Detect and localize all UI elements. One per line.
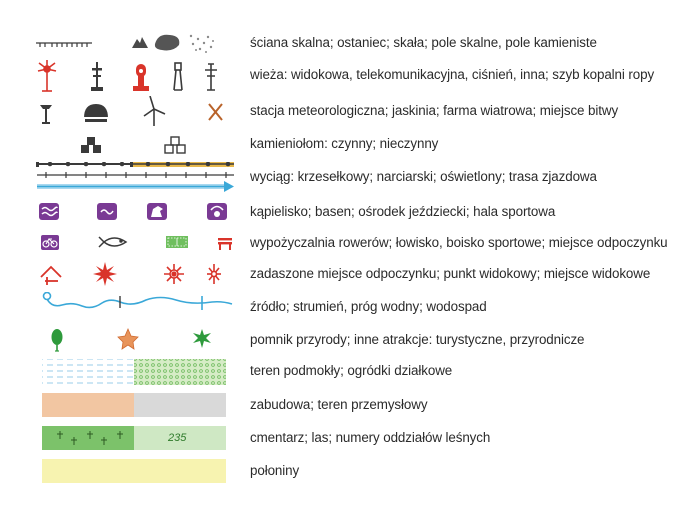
telecom-tower-icon [91,62,103,91]
legend-label: zabudowa; teren przemysłowy [250,397,428,412]
bathing-area-icon [39,203,59,220]
legend-label: źródło; strumień, próg wodny; wodospad [250,299,487,314]
attraction-symbols [36,325,234,355]
scenic-place-icon [164,264,184,284]
legend-row-viewpoints [0,259,700,289]
legend-row-wetland [0,356,700,386]
allotment-gardens-swatch [134,359,226,385]
rock-icon [155,35,179,51]
scenic-spot-icon [207,264,221,284]
rock-symbols [36,28,234,58]
legend-label: kąpielisko; basen; ośrodek jeździecki; hala sportowa [250,204,556,219]
stream-icon [47,298,232,308]
legend-row-built-up [0,390,700,420]
weather-station-icon [40,105,52,124]
area-symbols [36,456,234,486]
natural-monument-icon [52,329,63,351]
legend-row-lifts [0,162,700,192]
bike-rental-icon [41,235,59,250]
tourist-attraction-icon [118,329,138,349]
cave-icon [83,104,109,122]
area-symbols [36,356,234,386]
active-quarry-icon [81,137,101,153]
chairlift-icon [36,162,130,167]
legend-label: zadaszone miejsce odpoczynku; punkt widokowy; miejsce widokowe [250,266,651,281]
water-symbols [36,292,234,322]
ski-lift-icon [37,172,234,178]
sports-field-icon [166,236,188,248]
nature-attraction-icon [193,329,211,348]
fishing-spot-icon [99,237,126,247]
quarry-symbols [36,129,234,159]
covered-rest-place-icon [41,267,61,285]
area-symbols [36,423,234,453]
station-symbols [36,96,234,126]
legend-label: wieża: widokowa, telekomunikacyjna, ciśnień, inna; szyb kopalni ropy [250,67,655,82]
legend-label: ściana skalna; ostaniec; skała; pole skalne, pole kamieniste [250,35,597,50]
legend-label: teren podmokły; ogródki działkowe [250,363,453,378]
recreation-symbols [36,197,234,227]
spring-icon [44,293,51,300]
wetland-area-swatch [42,359,134,385]
amenity-symbols [36,228,234,258]
battlefield-icon [209,104,222,120]
rest-place-icon [218,238,232,250]
industrial-area-swatch [134,393,226,417]
legend-label: stacja meteorologiczna; jaskinia; farma wiatrowa; miejsce bitwy [250,103,619,118]
wind-farm-icon [144,96,165,126]
polonina-swatch [42,459,226,483]
legend-row-water [0,292,700,322]
area-symbols [36,390,234,420]
forest-section-number: 235 [168,432,187,444]
legend-label: wypożyczalnia rowerów; łowisko, boisko sportowe; miejsce odpoczynku [250,235,668,250]
legend-row-attractions [0,325,700,355]
legend-label: pomnik przyrody; inne atrakcje: turystyczne, przyrodnicze [250,332,585,347]
boulder-field-icon [190,35,214,53]
observation-tower-icon [38,60,56,91]
lit-ski-lift-icon [130,162,234,167]
legend-row-rocks [0,28,700,58]
legend-label: kamieniołom: czynny; nieczynny [250,136,439,151]
rock-wall-icon [36,43,92,47]
legend-row-stations [0,96,700,126]
sports-hall-icon [207,203,227,220]
legend-row-polonina [0,456,700,486]
swimming-pool-icon [97,203,117,220]
tower-symbols [36,60,234,90]
legend-row-recreation [0,197,700,227]
other-tower-icon [174,63,182,90]
water-tower-icon [133,64,149,91]
equestrian-center-icon [147,203,167,220]
legend-label: cmentarz; las; numery oddziałów leśnych [250,430,491,445]
lift-symbols [36,162,234,192]
legend-label: wyciąg: krzesełkowy; narciarski; oświetlony; trasa zjazdowa [250,169,597,184]
viewpoint-icon [93,262,117,286]
legend-label: połoniny [250,463,300,478]
legend-row-amenities [0,228,700,258]
legend-row-towers [0,60,700,90]
built-up-area-swatch [42,393,134,417]
legend-row-forest [0,423,700,453]
inactive-quarry-icon [165,137,185,153]
viewpoint-symbols [36,259,234,289]
legend-row-quarries [0,129,700,159]
rock-pillar-icon [132,37,148,48]
ski-run-icon [37,181,234,192]
oil-well-shaft-icon [205,64,217,90]
